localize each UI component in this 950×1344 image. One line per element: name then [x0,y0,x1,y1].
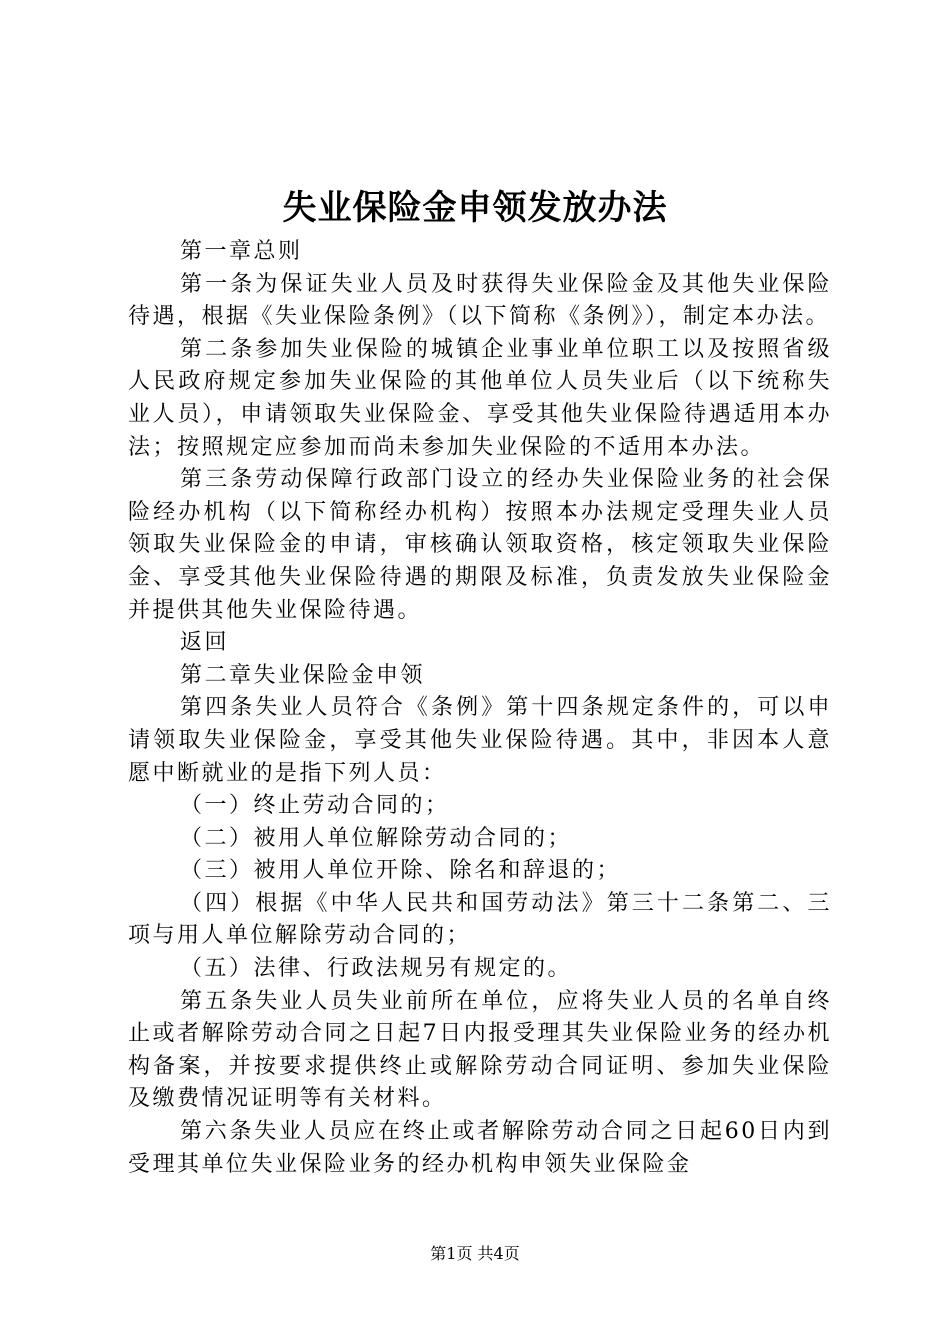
chapter-heading: 第一章总则 [180,239,303,264]
list-item: （五）法律、行政法规另有规定的。 [180,956,573,982]
article-paragraph: 第四条失业人员符合《条例》第十四条规定条件的，可以申请领取失业保险金，享受其他失业保险待遇。其中，非因本人意愿中断就业的是指下列人员： [128,695,832,786]
article-paragraph: 第三条劳动保障行政部门设立的经办失业保险业务的社会保险经办机构（以下简称经办机构）按照本办法规定受理失业人员领取失业保险金的申请，审核确认领取资格，核定领取失业保险金、享受其他失业保险待遇的期限及标准，负责发放失业保险金并提供其他失业保险待遇。 [128,467,832,623]
article-paragraph: 第二条参加失业保险的城镇企业事业单位职工以及按照省级人民政府规定参加失业保险的其他单位人员失业后（以下统称失业人员），申请领取失业保险金、享受其他失业保险待遇适用本办法；按照规定应参加而尚未参加失业保险的不适用本办法。 [128,336,832,460]
article-paragraph: 第一条为保证失业人员及时获得失业保险金及其他失业保险待遇，根据《失业保险条例》（以下简称《条例》），制定本办法。 [128,271,832,330]
chapter-heading: 第二章失业保险金申领 [180,662,426,688]
document-body [128,236,832,1181]
return-link[interactable]: 返回 [180,630,230,656]
list-item: （二）被用人单位解除劳动合同的； [180,825,573,851]
article-paragraph: 第五条失业人员失业前所在单位，应将失业人员的名单自终止或者解除劳动合同之日起7日内报受理其失业保险业务的经办机构备案，并按要求提供终止或解除劳动合同证明、参加失业保险及缴费情况证明等有关材料。 [128,988,832,1112]
list-item: （三）被用人单位开除、除名和辞退的； [180,858,622,884]
page-footer: 第1页 共4页 [430,1244,520,1263]
list-item: （四）根据《中华人民共和国劳动法》第三十二条第二、三项与用人单位解除劳动合同的； [128,890,832,949]
article-paragraph: 第六条失业人员应在终止或者解除劳动合同之日起60日内到受理其单位失业保险业务的经办机构申领失业保险金 [128,1119,832,1177]
document-title: 失业保险金申领发放办法 [282,188,668,228]
list-item: （一）终止劳动合同的； [180,793,450,819]
